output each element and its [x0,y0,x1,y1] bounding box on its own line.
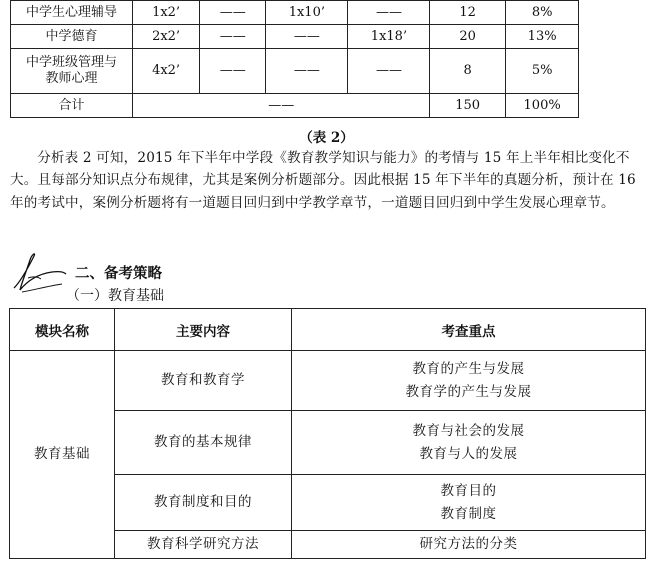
table-row [11,25,645,49]
key-line: 教育的产生与发展 [412,360,525,377]
key-line: 教育与社会的发展 [412,422,525,439]
table-row [10,351,646,411]
total-score: 150 [430,94,505,118]
strategy-table [9,308,646,559]
cell: 13% [505,25,579,49]
subsection-heading: （一）教育基础 [66,288,164,304]
header-key: 考查重点 [292,309,646,351]
row-name-line: 中学班级管理与 [25,55,117,70]
key-cell [292,531,646,559]
table-caption: （表 2） [299,130,354,146]
section-title: 、备考策略 [89,266,162,282]
content-cell: 教育科学研究方法 [115,531,292,559]
analysis-paragraph: 分析表 2 可知，2015 年下半年中学段《教育教学知识与能力》的考情与 15 年上半年相比变化不大。且每部分知识点分布规律，尤其是案例分析题部分。因此根据 15 年下半年的真题分析，预计在 16 年的考试中，案例分析题将有一道题目回归到中学教学章节，一道题目回归到中学生发展心理章节。 [10,150,636,211]
key-cell [292,475,646,531]
total-dash: —— [132,94,430,118]
table-row [11,1,645,25]
table-header-row [10,309,646,351]
cell: 12 [430,1,505,25]
cell: 1x2’ [132,1,199,25]
key-line: 研究方法的分类 [419,536,518,552]
cell: —— [348,49,430,94]
key-cell [292,351,646,411]
cell: 1x10’ [266,1,348,25]
key-line: 教育制度 [440,505,497,522]
cell: —— [200,49,266,94]
row-name: 中学生心理辅导 [11,1,133,25]
cell: 8 [430,49,505,94]
cell: 5% [505,49,579,94]
cell: 4x2’ [132,49,199,94]
cell: —— [200,1,266,25]
row-name-line: 教师心理 [45,71,98,86]
row-name: 中学德育 [11,25,133,49]
key-cell [292,411,646,475]
cell: —— [266,49,348,94]
content-cell: 教育的基本规律 [115,411,292,475]
table-row [11,49,645,94]
total-percent: 100% [505,94,579,118]
key-line: 教育学的产生与发展 [405,383,532,400]
total-label: 合计 [11,94,133,118]
section-heading [75,262,162,283]
section-number-flourish [8,250,68,296]
key-line: 教育目的 [440,482,497,499]
header-module: 模块名称 [10,309,115,351]
cell: 20 [430,25,505,49]
cell: —— [348,1,430,25]
content-cell: 教育和教育学 [115,351,292,411]
row-name [11,49,133,94]
cell: 2x2’ [132,25,199,49]
cell: —— [200,25,266,49]
table-row-total [11,94,645,118]
section-number: 二 [75,266,90,282]
cell: —— [266,25,348,49]
content-cell: 教育制度和目的 [115,475,292,531]
cell: 8% [505,1,579,25]
stats-table [10,0,645,118]
key-line: 教育与人的发展 [419,445,518,462]
cell: 1x18’ [348,25,430,49]
header-content: 主要内容 [115,309,292,351]
module-name: 教育基础 [10,351,115,559]
